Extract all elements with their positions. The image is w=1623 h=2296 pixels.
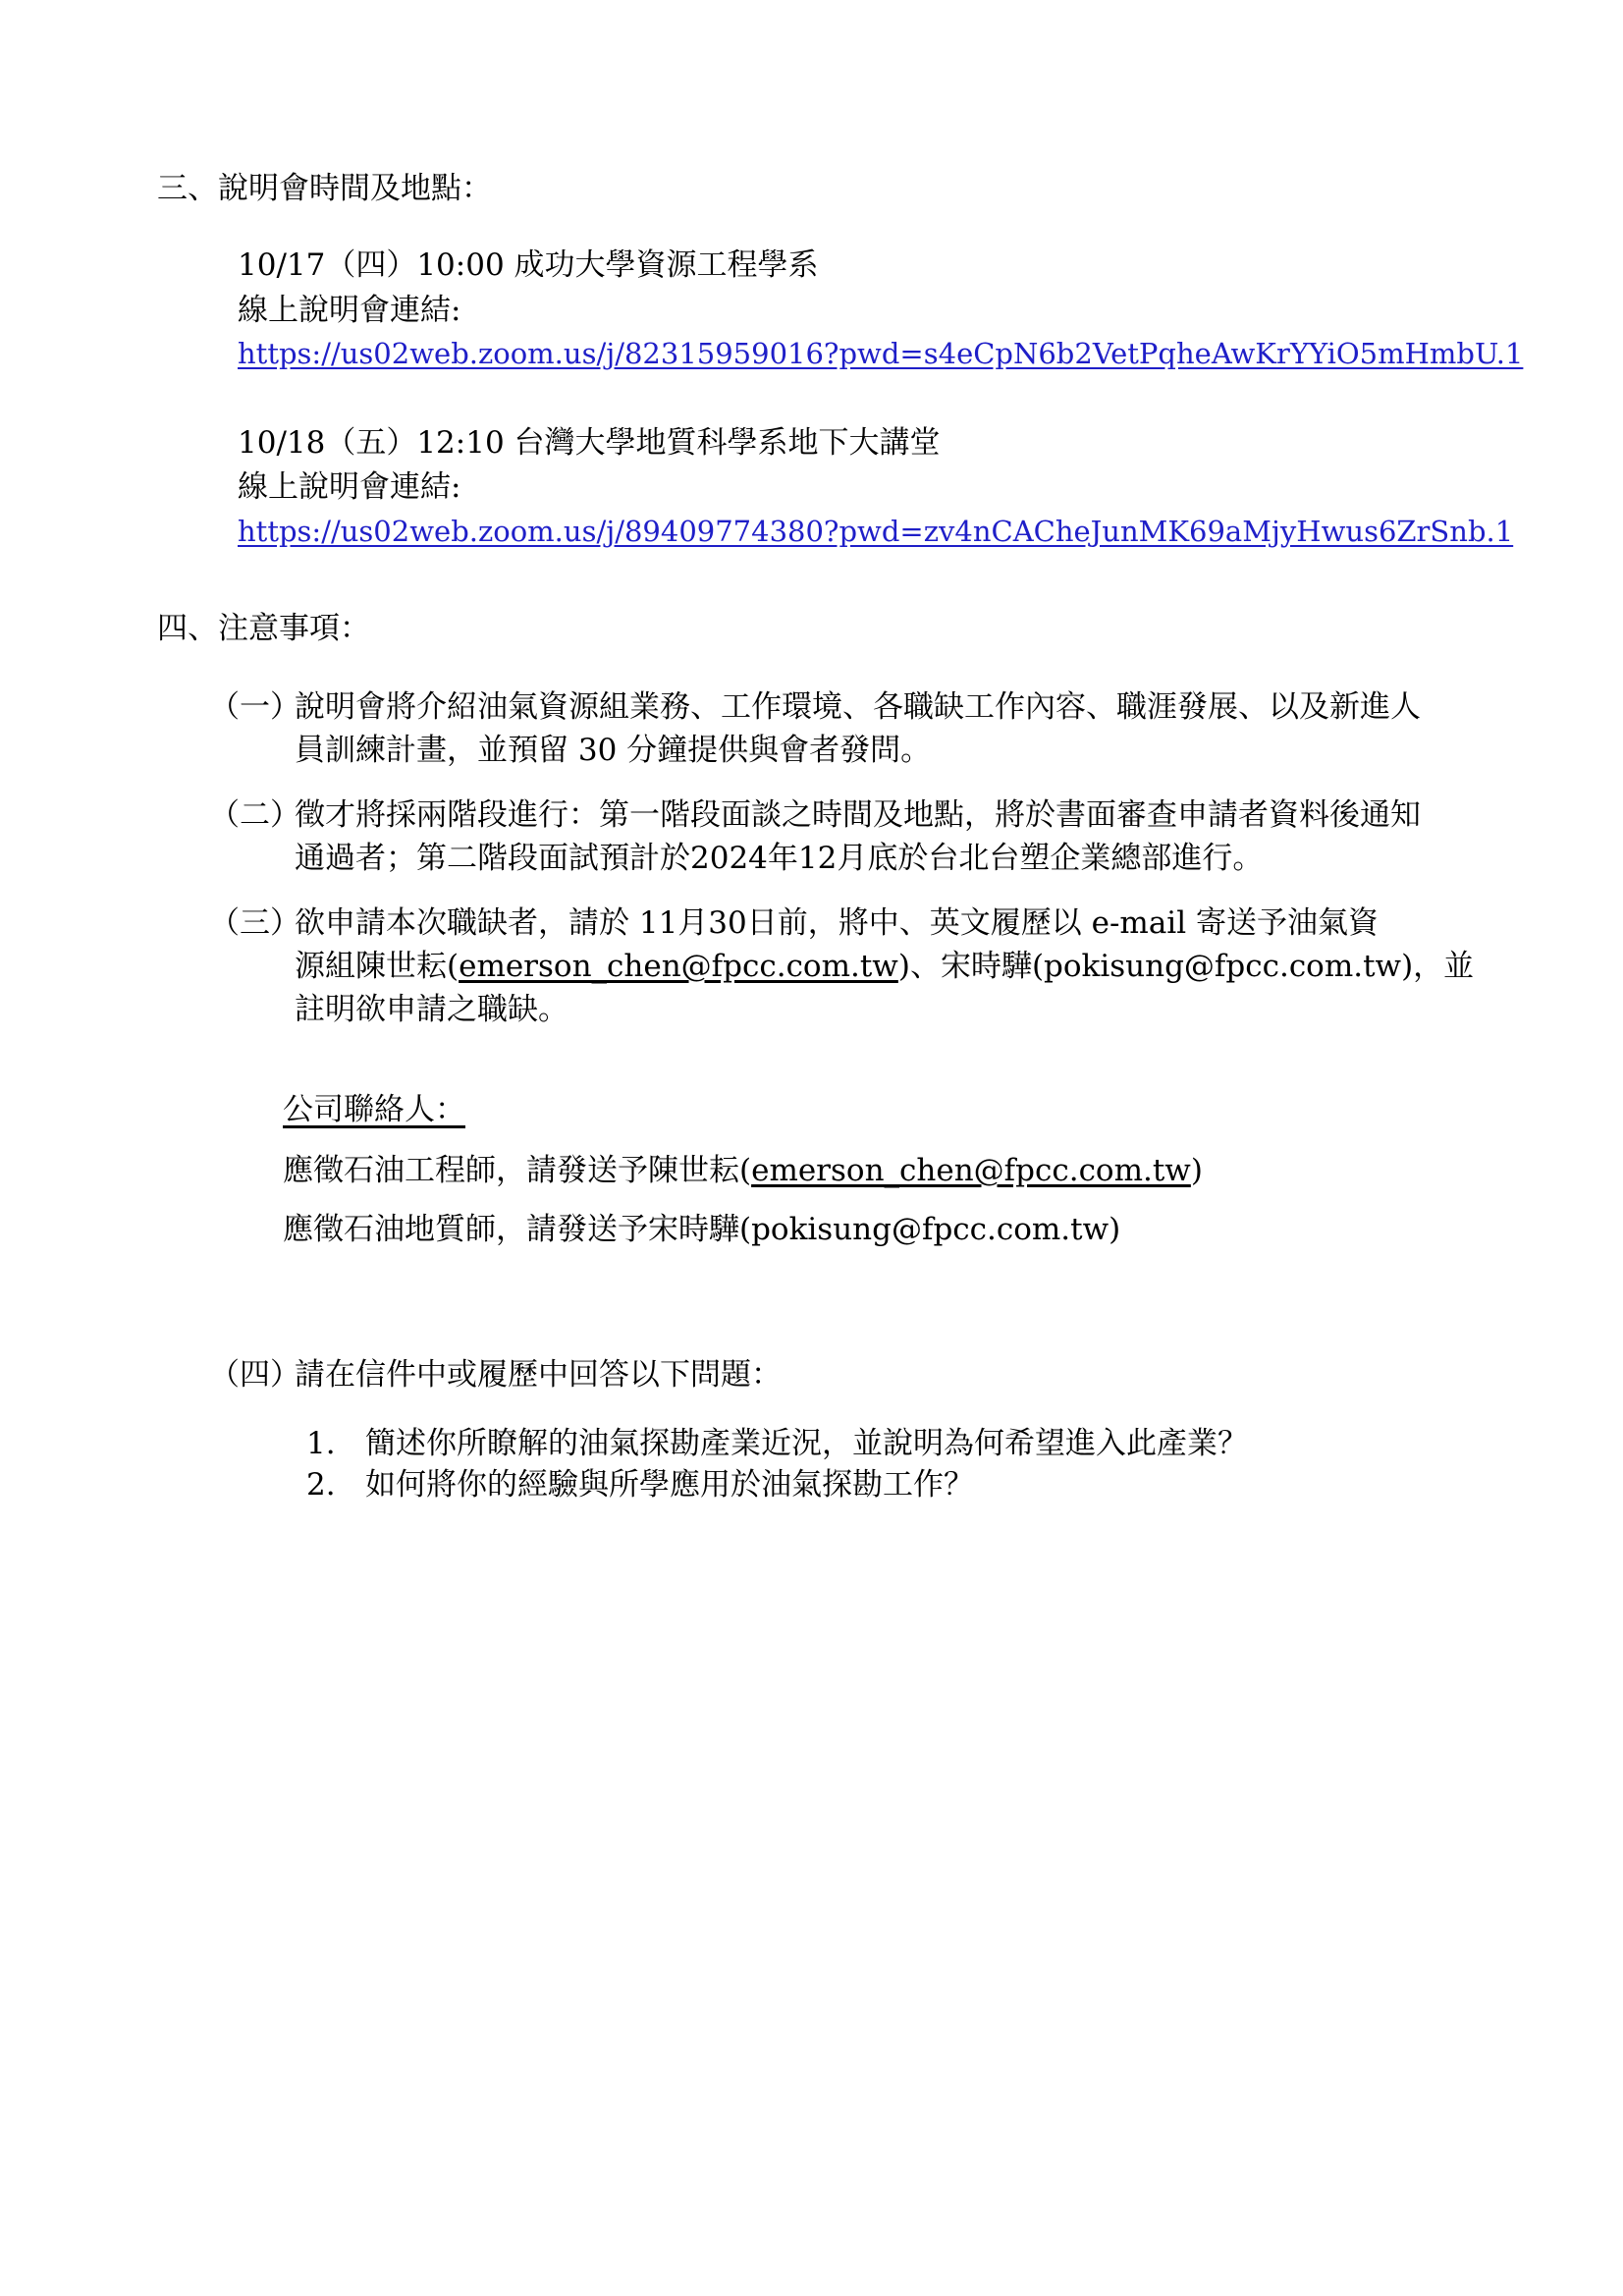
item-1-line-1: 說明會將介紹油氣資源組業務、工作環境、各職缺工作內容、職涯發展、以及新進人 xyxy=(295,689,1421,725)
contact-engineer-email[interactable]: emerson_chen@fpcc.com.tw xyxy=(751,1153,1191,1188)
item-3-line-2-suffix: )、宋時驊(pokisung@fpcc.com.tw)，並 xyxy=(897,949,1475,984)
question-1-number: 1. xyxy=(306,1426,336,1461)
item-2-line-2: 通過者；第二階段面試預計於2024年12月底於台北台塑企業總部進行。 xyxy=(295,841,1264,876)
session-1-date-venue: 10/17（四）10:00 成功大學資源工程學系 xyxy=(238,247,819,283)
question-2-text: 如何將你的經驗與所學應用於油氣探勘工作？ xyxy=(365,1467,974,1503)
session-1-link-label: 線上說明會連結: xyxy=(238,293,461,328)
session-2-link-label: 線上說明會連結: xyxy=(238,469,461,505)
item-3-line-3: 註明欲申請之職缺。 xyxy=(295,992,568,1027)
section-4-heading: 四、注意事項： xyxy=(157,611,370,646)
item-1-marker: （一） xyxy=(209,689,300,725)
session-2-zoom-link[interactable]: https://us02web.zoom.us/j/89409774380?pwd=zv4nCACheJunMK69aMjyHwus6ZrSnb.1 xyxy=(238,515,1514,548)
question-1-text: 簡述你所瞭解的油氣探勘產業近況，並說明為何希望進入此產業？ xyxy=(365,1426,1248,1461)
contacts-title: 公司聯絡人： xyxy=(283,1092,465,1127)
session-1-zoom-link[interactable]: https://us02web.zoom.us/j/82315959016?pwd=s4eCpN6b2VetPqheAwKrYYiO5mHmbU.1 xyxy=(238,337,1524,370)
item-3-email-emerson[interactable]: emerson_chen@fpcc.com.tw xyxy=(459,949,898,984)
item-3-marker: （三） xyxy=(209,905,300,941)
item-3-line-2-prefix: 源組陳世耘( xyxy=(295,949,460,984)
contact-engineer xyxy=(283,1151,1203,1190)
item-4-text: 請在信件中或履歷中回答以下問題： xyxy=(295,1357,782,1393)
contact-geologist: 應徵石油地質師，請發送予宋時驊(pokisung@fpcc.com.tw) xyxy=(283,1212,1121,1247)
item-3-line-1: 欲申請本次職缺者，請於 11月30日前，將中、英文履歷以 e-mail 寄送予油氣資 xyxy=(295,905,1379,941)
session-2-date-venue: 10/18（五）12:10 台灣大學地質科學系地下大講堂 xyxy=(238,425,941,461)
contact-engineer-suffix: ) xyxy=(1190,1153,1203,1188)
item-2-marker: （二） xyxy=(209,797,300,833)
item-1-line-2: 員訓練計畫，並預留 30 分鐘提供與會者發問。 xyxy=(295,733,932,768)
item-4-marker: （四） xyxy=(209,1357,300,1393)
contact-engineer-prefix: 應徵石油工程師，請發送予陳世耘( xyxy=(283,1153,752,1188)
section-3-heading: 三、說明會時間及地點： xyxy=(157,171,492,206)
item-3-line-2 xyxy=(295,947,1474,986)
item-2-line-1: 徵才將採兩階段進行：第一階段面談之時間及地點，將於書面審查申請者資料後通知 xyxy=(295,797,1421,833)
question-2-number: 2. xyxy=(306,1467,336,1503)
